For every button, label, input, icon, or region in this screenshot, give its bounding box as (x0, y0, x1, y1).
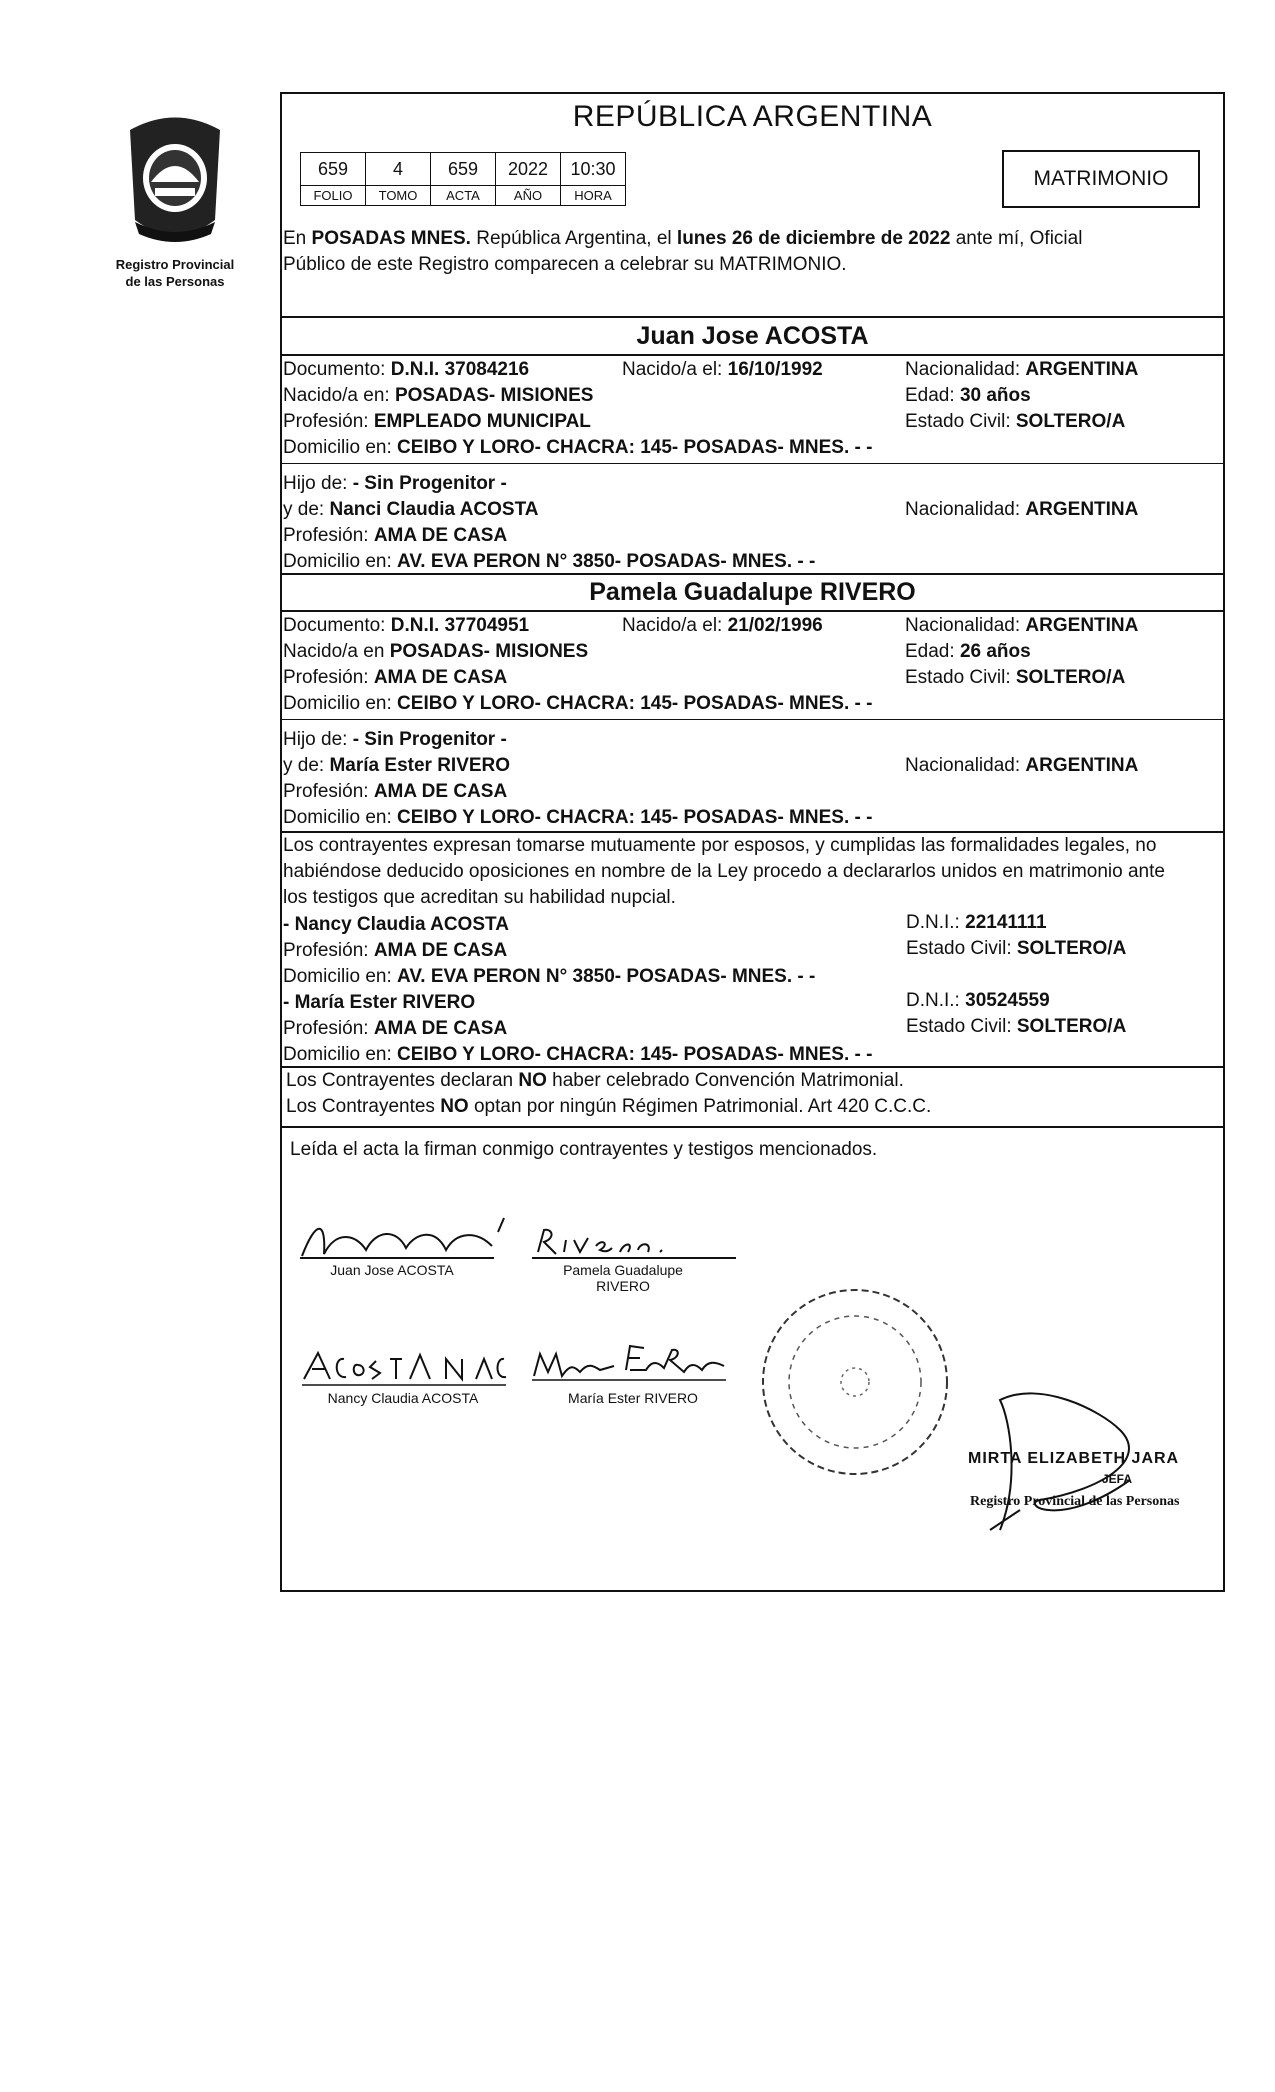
spouse-1-address: Domicilio en: CEIBO Y LORO- CHACRA: 145- POSADAS- MNES. - - (283, 437, 873, 458)
spouse-2-document: Documento: D.N.I. 37704951 (283, 615, 530, 636)
signature-pamela-guadalupe-rivero (530, 1222, 740, 1266)
year-label: AÑO (496, 186, 561, 206)
act-type-box: MATRIMONIO (1002, 150, 1200, 208)
signature-4-caption: María Ester RIVERO (568, 1390, 698, 1406)
spouse-1-age: Edad: 30 años (905, 385, 1031, 406)
intro-line-2: Público de este Registro comparecen a celebrar su MATRIMONIO. (283, 254, 847, 275)
official-title: JEFA (1102, 1472, 1133, 1486)
spouse-1-father: Hijo de: - Sin Progenitor - (283, 473, 507, 494)
spouse-2-mother-profession: Profesión: AMA DE CASA (283, 781, 508, 802)
spouse-1-profession: Profesión: EMPLEADO MUNICIPAL (283, 411, 591, 432)
official-name: MIRTA ELIZABETH JARA (968, 1450, 1180, 1467)
spouse-2-profession: Profesión: AMA DE CASA (283, 667, 508, 688)
witness-1-dni: D.N.I.: 22141111 (906, 912, 1047, 933)
registry-logo (100, 110, 250, 289)
provincial-seal-icon (115, 110, 235, 250)
acta-label: ACTA (431, 186, 496, 206)
spouse-2-mother-nationality: Nacionalidad: ARGENTINA (905, 755, 1139, 776)
spouse-2-nationality: Nacionalidad: ARGENTINA (905, 615, 1139, 636)
spouse-1-birth-place: Nacido/a en: POSADAS- MISIONES (283, 385, 594, 406)
spouse-1-birth-date: Nacido/a el: 16/10/1992 (622, 359, 823, 380)
spouse-2-mother-address: Domicilio en: CEIBO Y LORO- CHACRA: 145- POSADAS- MNES. - - (283, 807, 873, 828)
spouse-1-mother: y de: Nanci Claudia ACOSTA (283, 499, 539, 520)
year-value: 2022 (496, 153, 561, 186)
official-office: Registro Provincial de las Personas (970, 1494, 1180, 1509)
witness-2-address: Domicilio en: CEIBO Y LORO- CHACRA: 145- POSADAS- MNES. - - (283, 1044, 873, 1065)
signature-nancy-claudia-acosta (300, 1345, 510, 1391)
spouse-2-birth-date: Nacido/a el: 21/02/1996 (622, 615, 823, 636)
spouse-2-father: Hijo de: - Sin Progenitor - (283, 729, 507, 750)
spouse-1-document: Documento: D.N.I. 37084216 (283, 359, 530, 380)
declaration-line-1: Los contrayentes expresan tomarse mutuamente por esposos, y cumplidas las formalidades legales, no (283, 835, 1157, 856)
witness-2-dni: D.N.I.: 30524559 (906, 990, 1050, 1011)
signature-2-caption: Pamela Guadalupe RIVERO (563, 1262, 683, 1294)
spouse-1-mother-nationality: Nacionalidad: ARGENTINA (905, 499, 1139, 520)
document-title: REPÚBLICA ARGENTINA (572, 100, 933, 133)
spouse-1-civil-status: Estado Civil: SOLTERO/A (905, 411, 1126, 432)
spouse-2-address: Domicilio en: CEIBO Y LORO- CHACRA: 145- POSADAS- MNES. - - (283, 693, 873, 714)
signature-juan-jose-acosta (296, 1210, 516, 1270)
witness-2-profession: Profesión: AMA DE CASA (283, 1018, 508, 1039)
closing-statement: Leída el acta la firman conmigo contrayentes y testigos mencionados. (290, 1139, 878, 1160)
intro-line-1: En POSADAS MNES. República Argentina, el lunes 26 de diciembre de 2022 ante mí, Oficial (283, 228, 1083, 249)
notes-line-1: Los Contrayentes declaran NO haber celebrado Convención Matrimonial. (286, 1070, 904, 1091)
notes-line-2: Los Contrayentes NO optan por ningún Régimen Patrimonial. Art 420 C.C.C. (286, 1096, 932, 1117)
signature-1-caption: Juan Jose ACOSTA (330, 1262, 454, 1278)
hour-value: 10:30 (561, 153, 626, 186)
witness-1-civil-status: Estado Civil: SOLTERO/A (906, 938, 1127, 959)
signature-maria-ester-rivero (530, 1336, 730, 1388)
logo-caption-line-1: Registro Provincial (115, 257, 235, 272)
witness-2-civil-status: Estado Civil: SOLTERO/A (906, 1016, 1127, 1037)
spouse-1-name: Juan Jose ACOSTA (636, 322, 869, 350)
official-round-stamp (755, 1282, 955, 1482)
logo-caption-line-2: de las Personas (125, 274, 225, 289)
spouse-2-mother: y de: María Ester RIVERO (283, 755, 511, 776)
witness-1-name: - Nancy Claudia ACOSTA (283, 914, 509, 935)
spouse-2-civil-status: Estado Civil: SOLTERO/A (905, 667, 1126, 688)
witness-1-profession: Profesión: AMA DE CASA (283, 940, 508, 961)
acta-value: 659 (431, 153, 496, 186)
tomo-label: TOMO (366, 186, 431, 206)
spouse-1-nationality: Nacionalidad: ARGENTINA (905, 359, 1139, 380)
spouse-1-mother-profession: Profesión: AMA DE CASA (283, 525, 508, 546)
folio-value: 659 (301, 153, 366, 186)
tomo-value: 4 (366, 153, 431, 186)
spouse-2-birth-place: Nacido/a en POSADAS- MISIONES (283, 641, 589, 662)
folio-label: FOLIO (301, 186, 366, 206)
spouse-2-age: Edad: 26 años (905, 641, 1031, 662)
witness-1-address: Domicilio en: AV. EVA PERON N° 3850- POSADAS- MNES. - - (283, 966, 816, 987)
declaration-line-2: habiéndose deducido oposiciones en nombre de la Ley procedo a declararlos unidos en matrimonio ante (283, 861, 1165, 882)
spouse-1-mother-address: Domicilio en: AV. EVA PERON N° 3850- POSADAS- MNES. - - (283, 551, 816, 572)
spouse-2-name: Pamela Guadalupe RIVERO (589, 578, 916, 606)
hour-label: HORA (561, 186, 626, 206)
registry-numbers-table (300, 152, 626, 206)
signature-3-caption: Nancy Claudia ACOSTA (327, 1390, 479, 1406)
witness-2-name: - María Ester RIVERO (283, 992, 476, 1013)
declaration-line-3: los testigos que acreditan su habilidad nupcial. (283, 887, 676, 908)
